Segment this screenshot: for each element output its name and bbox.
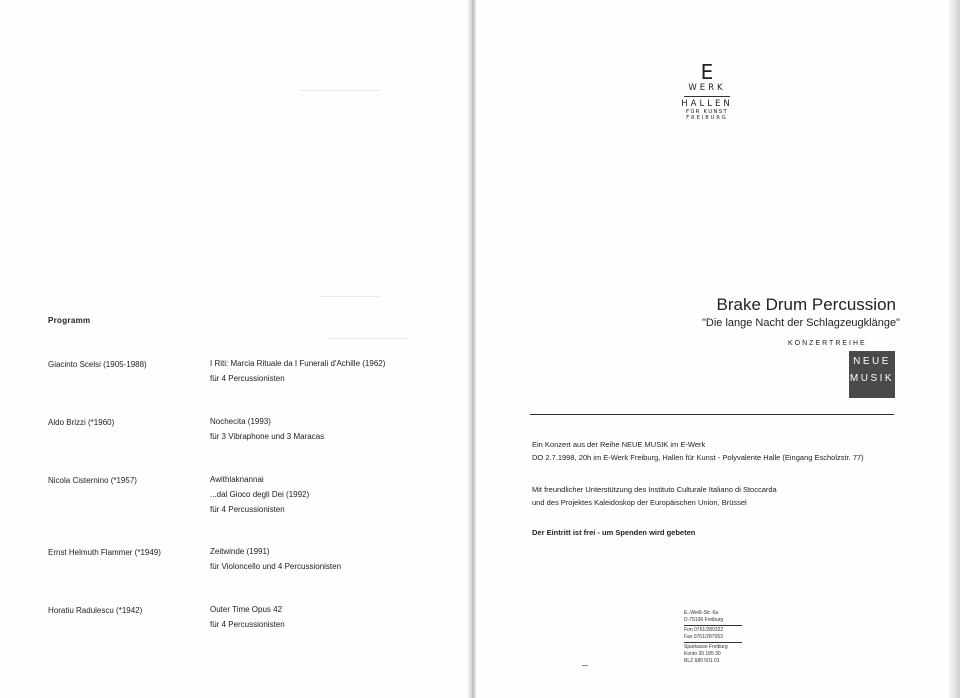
work-line: Outer Time Opus 42 [210, 605, 283, 614]
program-heading: Programm [48, 316, 91, 325]
left-page [0, 0, 470, 698]
concert-title: Brake Drum Percussion [716, 295, 896, 314]
address-rule [684, 625, 742, 626]
logo-divider [684, 96, 730, 97]
composer-name: Aldo Brizzi (*1960) [48, 418, 115, 427]
address-street: E.-Weiß-Str. 6a [684, 610, 719, 616]
work-details [210, 414, 324, 444]
section-divider [530, 414, 894, 415]
work-line: Awithlaknannai [210, 475, 264, 484]
admission-note: Der Eintritt ist frei - um Spenden wird gebeten [532, 528, 696, 537]
work-line: für 4 Percussionisten [210, 374, 285, 383]
book-gutter [468, 0, 476, 698]
badge-bottom-text: MUSIK [849, 373, 895, 384]
support-line: Mit freundlicher Unterstützung des Instituto Culturale Italiano di Stoccarda [532, 485, 777, 494]
address-fon: Fon 0761/280322 [684, 627, 724, 633]
bleed-through-mark [330, 338, 410, 339]
address-fax: Fax 0761/287053 [684, 634, 723, 640]
work-details [210, 356, 385, 386]
info-line: DO 2.7.1998, 20h im E-Werk Freiburg, Hallen für Kunst - Polyvalente Halle (Eingang Escholzstr. 77) [532, 453, 864, 462]
support-line: und des Projektes Kaleidoskop der Europäischen Union, Brüssel [532, 498, 747, 507]
logo-hallen: HALLEN [681, 99, 733, 109]
composer-name: Giacinto Scelsi (1905-1988) [48, 360, 147, 369]
logo-werk: WERK [688, 83, 726, 93]
series-label: KONZERTREIHE [788, 340, 867, 347]
work-details [210, 472, 309, 517]
work-line: für 4 Percussionisten [210, 620, 285, 629]
work-line: Zeitwinde (1991) [210, 547, 270, 556]
address-block [684, 610, 742, 665]
work-line: für 4 Percussionisten [210, 505, 285, 514]
composer-name: Ernst Helmuth Flammer (*1949) [48, 548, 161, 557]
address-rule [684, 642, 742, 643]
composer-name: Horatiu Radulescu (*1942) [48, 606, 143, 615]
logo-letter: E [700, 60, 714, 84]
badge-top-text: NEUE [853, 356, 891, 367]
neue-musik-badge [849, 351, 895, 398]
work-line: für 3 Vibraphone und 3 Maracas [210, 432, 325, 441]
concert-subtitle: "Die lange Nacht der Schlagzeugklänge" [702, 317, 900, 329]
info-line: Ein Konzert aus der Reihe NEUE MUSIK im E-Werk [532, 440, 706, 449]
composer-name: Nicola Cisternino (*1957) [48, 476, 137, 485]
e-werk-logo [672, 62, 742, 121]
logo-freiburg: FREIBURG [686, 115, 728, 121]
work-line: I Riti: Marcia Rituale da I Funerali d'Achille (1962) [210, 359, 386, 368]
page-edge-shadow [948, 0, 960, 698]
work-details [210, 602, 285, 632]
address-bank: Sparkasse Freiburg [684, 644, 728, 650]
address-blz: BLZ 680 501 01 [684, 658, 720, 664]
address-account: Konto 20 185 30 [684, 651, 721, 657]
logo-fuer-kunst: FÜR KUNST [685, 109, 728, 115]
work-line: für Violoncello und 4 Percussionisten [210, 562, 342, 571]
bleed-through-mark [300, 90, 380, 91]
address-city: D-79106 Freiburg [684, 617, 724, 623]
work-details [210, 544, 341, 574]
bleed-through-mark [320, 296, 380, 297]
work-line: Nochecita (1993) [210, 417, 271, 426]
scan-mark [582, 665, 588, 666]
work-line: ...dal Gioco degli Dei (1992) [210, 490, 310, 499]
